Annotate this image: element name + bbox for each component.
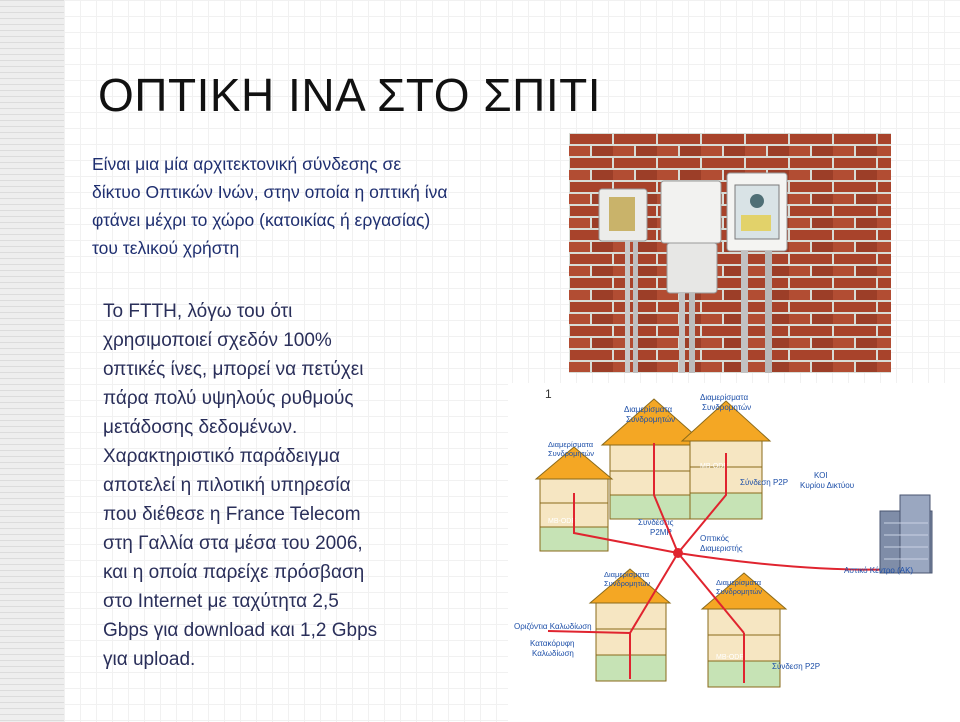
koi-label: Κυρίου Δικτύου <box>800 481 855 490</box>
body-line: που διέθεσε η France Telecom <box>103 504 361 525</box>
koi-label: ΚΟΙ <box>814 471 828 480</box>
p2p-label: Σύνδεση P2P <box>772 662 821 671</box>
building-label: Συνδρομητών <box>716 587 763 596</box>
vertical-cabling-label: Κατακόρυφη <box>530 639 575 648</box>
body-line: Gbps για download και 1,2 Gbps <box>103 620 378 641</box>
splitter-label: Διαμεριστής <box>700 544 743 553</box>
body-line: πάρα πολύ υψηλούς ρυθμούς <box>103 388 354 409</box>
splitter-label: Οπτικός <box>700 534 729 543</box>
intro-line: φτάνει μέχρι το χώρο (κατοικίας ή εργασίας) <box>92 210 431 230</box>
body-line: χρησιμοποιεί σχεδόν 100% <box>103 330 332 351</box>
body-line: στο Internet με ταχύτητα 2,5 <box>103 591 339 612</box>
building-label: Διαμερίσματα <box>700 393 749 402</box>
mb-odf-label: MB-ODF <box>716 654 744 661</box>
p2mp-label: P2MP <box>650 528 672 537</box>
body-line: στη Γαλλία στα μέσα του 2006, <box>103 533 363 554</box>
intro-line: δίκτυο Οπτικών Ινών, στην οποία η οπτική ίνα <box>92 182 448 202</box>
building-label: Διαμερίσματα <box>548 440 594 449</box>
building-label: Συνδρομητών <box>548 449 595 458</box>
body-line: οπτικές ίνες, μπορεί να πετύχει <box>103 359 364 380</box>
intro-line: Είναι μια μία αρχιτεκτονική σύνδεσης σε <box>92 154 402 174</box>
body-line: μετάδοσης δεδομένων. <box>103 417 298 438</box>
body-line: και η οποία παρείχε πρόσβαση <box>103 562 365 583</box>
body-text <box>103 297 483 674</box>
building-label: Συνδρομητών <box>626 415 676 424</box>
central-office-label: Αστικό Κέντρο (ΑΚ) <box>844 566 914 575</box>
building-label: Συνδρομητών <box>604 579 651 588</box>
vertical-cabling-label: Καλωδίωση <box>532 649 574 658</box>
mb-odf-label: MB-ODF <box>700 463 728 470</box>
building-label: Διαμερίσματα <box>624 405 673 414</box>
diagram-corner-mark: 1 <box>545 387 552 401</box>
body-line: Το FTTH, λόγω του ότι <box>103 301 293 322</box>
body-line: για upload. <box>103 649 196 670</box>
p2mp-label: Συνδέσεις <box>638 518 674 527</box>
body-line: αποτελεί η πιλοτική υπηρεσία <box>103 475 351 496</box>
ftth-network-diagram <box>508 383 960 722</box>
building-label: Συνδρομητών <box>702 403 752 412</box>
body-line: Χαρακτηριστικό παράδειγμα <box>103 446 340 467</box>
building-label: Διαμερίσματα <box>716 578 762 587</box>
mb-odf-label: MB-ODF <box>548 518 576 525</box>
splitter-node <box>673 548 683 558</box>
p2p-label: Σύνδεση P2P <box>740 478 789 487</box>
building-label: Διαμερίσματα <box>604 570 650 579</box>
intro-line: του τελικού χρήστη <box>92 238 240 258</box>
left-decor-strip <box>0 0 64 722</box>
horizontal-cabling-label: Οριζόντια Καλωδίωση <box>514 622 592 631</box>
slide-title: ΟΠΤΙΚΗ ΙΝΑ ΣΤΟ ΣΠΙΤΙ <box>98 69 602 121</box>
fiber-boxes-photo <box>569 133 891 373</box>
intro-text <box>92 150 562 262</box>
